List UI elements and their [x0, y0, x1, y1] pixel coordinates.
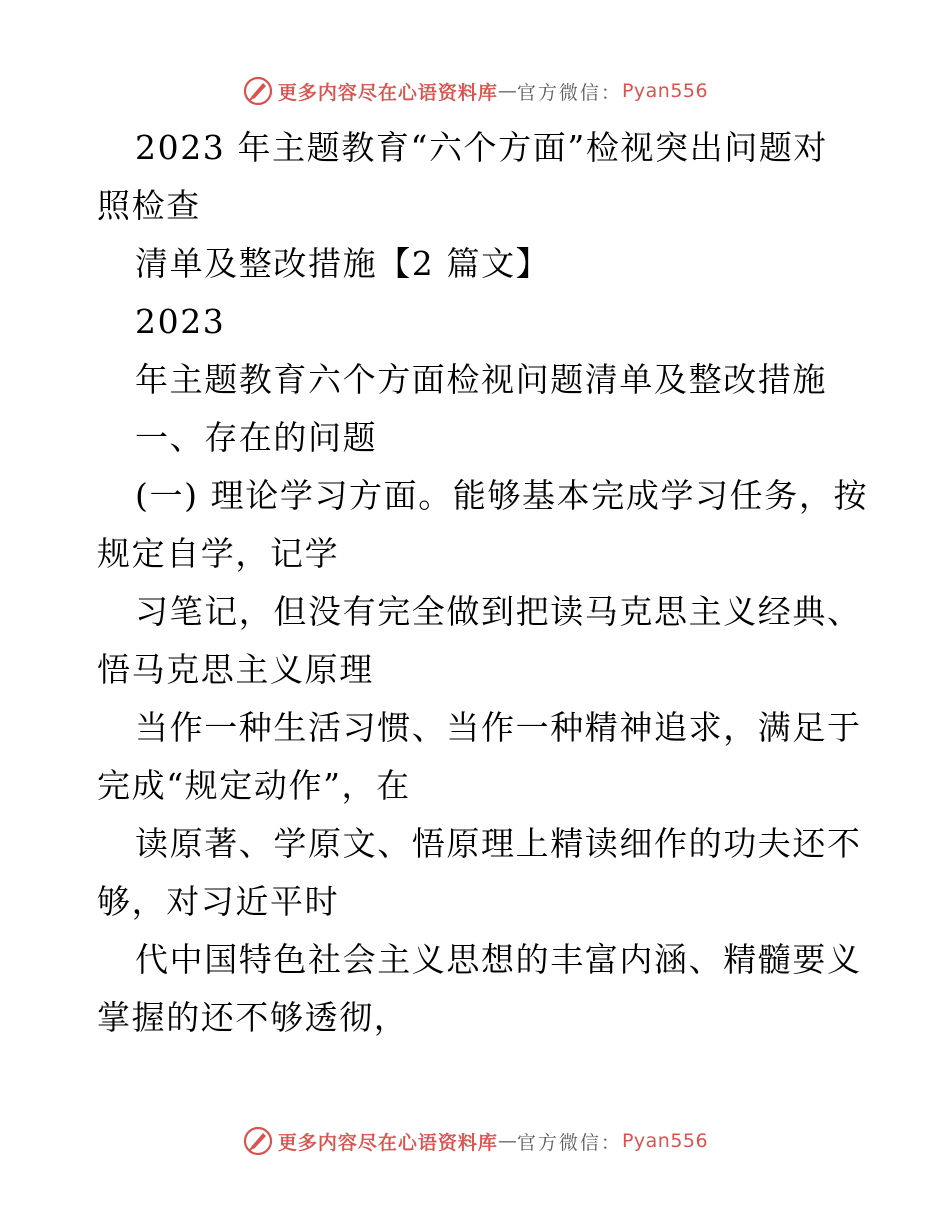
- quill-seal-icon: [242, 1125, 274, 1157]
- paragraph-line: 悟马克思主义原理: [97, 650, 374, 689]
- year-line: 2023: [135, 302, 226, 341]
- paragraph-line: 够，对习近平时: [97, 882, 340, 921]
- paragraph-line: 读原著、学原文、悟原理上精读细作的功夫还不: [135, 824, 862, 863]
- watermark-dash: —: [497, 80, 517, 102]
- watermark-official-label: 官方微信：: [516, 1131, 622, 1154]
- paragraph-line: 掌握的还不够透彻，: [97, 998, 409, 1037]
- footer-watermark: [0, 1121, 950, 1161]
- watermark-wechat-id: Pyan556: [621, 1130, 709, 1152]
- paragraph-line: 代中国特色社会主义思想的丰富内涵、精髓要义: [135, 940, 862, 979]
- paragraph-line: 规定自学，记学: [97, 534, 340, 573]
- watermark-official-label: 官方微信：: [516, 81, 622, 104]
- paragraph-line: 当作一种生活习惯、当作一种精神追求，满足于: [135, 708, 862, 747]
- title-line-1: 2023 年主题教育“六个方面”检视突出问题对: [135, 128, 829, 167]
- section-heading: 一、存在的问题: [135, 418, 378, 457]
- paragraph-line: (一) 理论学习方面。能够基本完成学习任务，按: [135, 476, 869, 515]
- subtitle-line: 清单及整改措施【2 篇文】: [135, 244, 551, 283]
- watermark-dash: —: [497, 1130, 517, 1152]
- header-watermark: [0, 71, 950, 111]
- paragraph-line: 完成“规定动作”，在: [97, 766, 411, 805]
- paragraph-line: 习笔记，但没有完全做到把读马克思主义经典、: [135, 592, 862, 631]
- watermark-wechat-id: Pyan556: [621, 80, 709, 102]
- title-line-2: 照检查: [97, 186, 201, 225]
- watermark-brand: 更多内容尽在心语资料库: [277, 81, 498, 104]
- heading-line: 年主题教育六个方面检视问题清单及整改措施: [135, 360, 827, 399]
- quill-seal-icon: [242, 75, 274, 107]
- document-body: [97, 119, 869, 1047]
- watermark-brand: 更多内容尽在心语资料库: [277, 1131, 498, 1154]
